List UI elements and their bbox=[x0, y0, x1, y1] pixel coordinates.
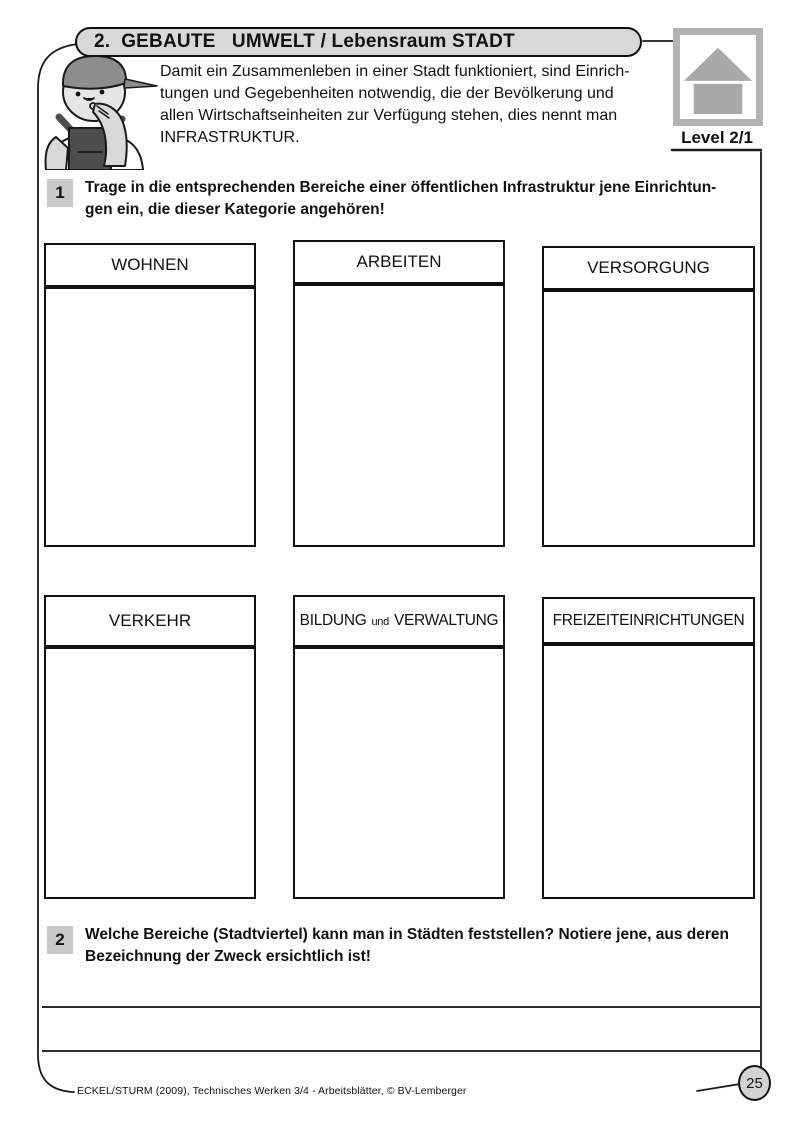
level-label: Level 2/1 bbox=[681, 128, 753, 147]
task2-number-badge: 2 bbox=[47, 926, 73, 954]
task1-line: gen ein, die dieser Kategorie angehören! bbox=[85, 200, 385, 218]
answer-line bbox=[42, 1006, 761, 1008]
task1-text bbox=[85, 177, 775, 220]
task2-line: Welche Bereiche (Stadtviertel) kann man in Städten feststellen? Notiere jene, aus deren bbox=[85, 926, 730, 943]
category-field-versorgung bbox=[542, 290, 755, 547]
category-header-verkehr bbox=[44, 595, 256, 647]
category-label-bildung: BILDUNG bbox=[299, 612, 367, 629]
task1-number-badge: 1 bbox=[47, 179, 73, 207]
house-icon bbox=[673, 28, 763, 126]
task2-text bbox=[85, 924, 775, 967]
category-header-arbeiten bbox=[293, 240, 505, 284]
category-field-bildung-verwaltung bbox=[293, 647, 505, 899]
category-field-freizeit bbox=[542, 644, 755, 899]
category-header-freizeit bbox=[542, 597, 755, 644]
house-icon-glyph bbox=[681, 36, 755, 118]
answer-line bbox=[42, 1050, 761, 1052]
intro-line: Damit ein Zusammenleben in einer Stadt funktioniert, sind Einrich- bbox=[160, 63, 630, 80]
intro-text bbox=[160, 61, 665, 149]
category-label-connector: und bbox=[371, 616, 389, 628]
page-number-badge bbox=[738, 1065, 771, 1101]
category-field-wohnen bbox=[44, 287, 256, 547]
page-number: 25 bbox=[746, 1074, 763, 1092]
section-title-banner bbox=[75, 27, 642, 57]
intro-line: allen Wirtschaftseinheiten zur Verfügung stehen, dies nennt man bbox=[160, 107, 618, 124]
footer-credit: ECKEL/STURM (2009), Technisches Werken 3/4 - Arbeitsblätter, © BV-Lemberger bbox=[77, 1085, 467, 1097]
category-header-bildung-verwaltung bbox=[293, 595, 505, 647]
intro-line: INFRASTRUKTUR. bbox=[160, 129, 300, 146]
category-label-arbeiten: ARBEITEN bbox=[356, 252, 442, 271]
category-label-wohnen: WOHNEN bbox=[111, 255, 189, 274]
category-label-verwaltung: VERWALTUNG bbox=[393, 612, 499, 629]
category-label-freizeit: FREIZEITEINRICHTUNGEN bbox=[552, 611, 745, 629]
task2-line: Bezeichnung der Zweck ersichtlich ist! bbox=[85, 947, 371, 965]
task1-line: Trage in die entsprechenden Bereiche einer öffentlichen Infrastruktur jene Einrichtun- bbox=[85, 179, 717, 196]
intro-line: tungen und Gegebenheiten notwendig, die der Bevölkerung und bbox=[160, 85, 614, 102]
thinking-worker-mascot-icon bbox=[38, 52, 162, 170]
section-title: 2. GEBAUTE UMWELT / Lebensraum STADT bbox=[94, 31, 515, 52]
category-label-versorgung: VERSORGUNG bbox=[587, 258, 710, 277]
category-header-versorgung bbox=[542, 246, 755, 290]
category-label-verkehr: VERKEHR bbox=[108, 611, 192, 630]
category-header-wohnen bbox=[44, 243, 256, 287]
category-field-verkehr bbox=[44, 647, 256, 899]
category-field-arbeiten bbox=[293, 284, 505, 547]
